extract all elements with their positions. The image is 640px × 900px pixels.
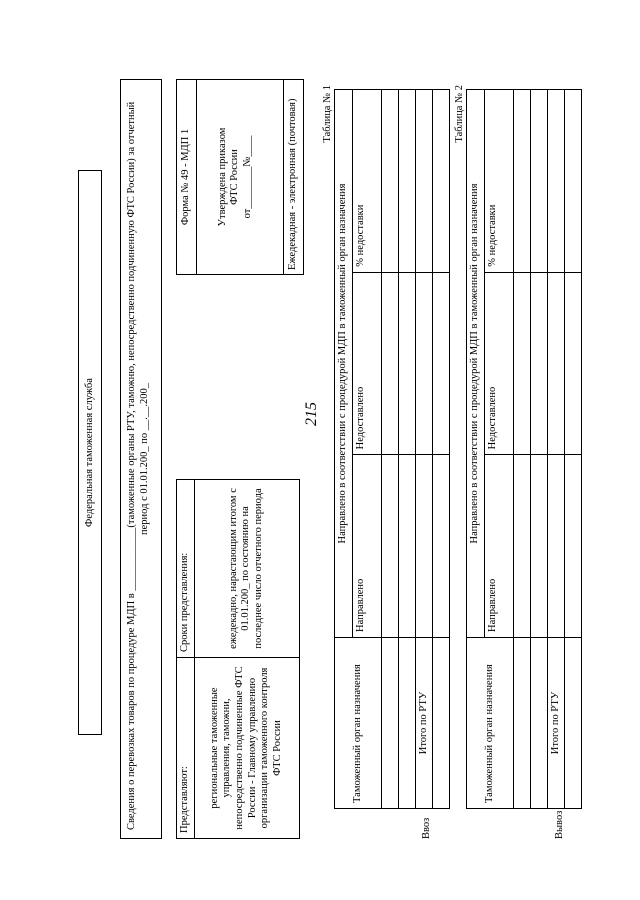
table2-group-header: Направлено в соответствии с процедурой МДП в таможенный орган назначения [467,90,485,638]
table-row [565,90,582,809]
form-info-box [176,79,304,275]
agency-name: Федеральная таможенная служба [84,378,95,527]
page-number: 215 [303,402,320,426]
periodicity: Ежедекадная - электронная (почтовая) [283,80,303,274]
table-row [530,90,547,809]
table1-label: Таблица № 1 [322,85,333,143]
table1 [334,89,450,809]
submitters-header: Представляют: [177,658,195,839]
table-row [433,90,450,809]
table1-col-percent: % недоставки [352,90,381,273]
form-number: Форма № 49 - МДП 1 [177,80,197,274]
table1-col-destination: Таможенный орган назначения [335,638,382,809]
table2-label: Таблица № 2 [454,85,465,143]
table1-col-undelivered: Недоставлено [352,272,381,455]
table-row [513,90,530,809]
table2-total: Итого по РТУ [547,638,565,809]
table1-col-sent: Направлено [352,455,381,638]
table2-col-destination: Таможенный орган назначения [467,638,514,809]
table2-col-sent: Направлено [484,455,513,638]
table1-total: Итого по РТУ [415,638,433,809]
form-sheet [70,55,570,845]
table2-col-undelivered: Недоставлено [484,272,513,455]
agency-header [78,170,102,735]
table2-col-percent: % недоставки [484,90,513,273]
table2-direction: Вывоз [554,810,565,839]
table-row [547,90,565,809]
approval-line-3: от________№____ [241,135,253,219]
approval-block [197,80,255,274]
approval-line-2: ФТС России [229,149,241,205]
table1-group-header: Направлено в соответствии с процедурой МДП в таможенный орган назначения [335,90,353,638]
title-line-1: Сведения о перевозках товаров по процедуре МДП в ____________(таможенные органы РТУ, таможню, непосредственно подчиненную ФТС России) за отчетный [126,101,137,830]
table2 [466,89,582,809]
deadline-cell: ежедекадно, нарастающим итогом с 01.01.200_ по состоянию на последнее число отчетного периода [194,480,299,658]
table-row [398,90,415,809]
table-row [381,90,398,809]
report-title [120,79,162,839]
approval-line-1: Утверждена приказом [216,127,228,227]
table1-direction: Ввоз [421,817,432,839]
submission-table [176,479,300,839]
deadline-header: Сроки представления: [177,480,195,658]
submitters-cell: региональные таможенные управления, таможни, непосредственно подчиненные ФТС России - Главному управлению организации таможенного контроля ФТС России [194,658,299,839]
title-line-2: период с 01.01.200_ по __.__.200_ [138,383,150,535]
table-row [415,90,433,809]
